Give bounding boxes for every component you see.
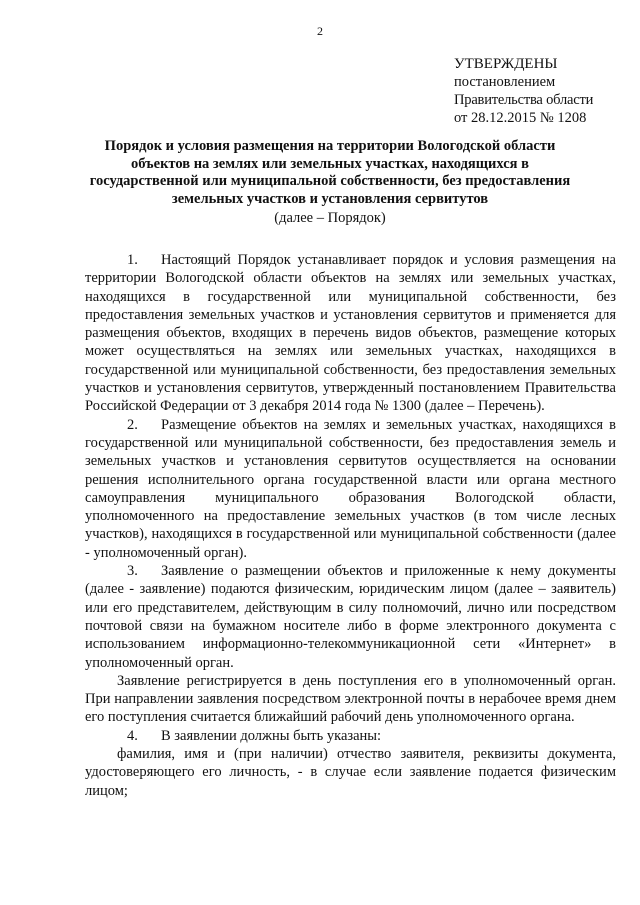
approval-line: Правительства области xyxy=(454,92,594,108)
paragraph-number: 2. xyxy=(127,416,138,433)
paragraph-text: Размещение объектов на землях и земельных участках, находящихся в государственной или муниципальной собственности, без предоставления земель и земельных участков и установления сервитутов осуществляется на основании решения исполнительного органа государственной власти или органа местного самоуправления муниципального образования Вологодской области, уполномоченного на предоставление земельных участков (в том числе лесных участков), находящихся в государственной или муниципальной собственности (далее - уполномоченный орган). xyxy=(85,416,616,561)
approval-date-number: от 28.12.2015 № 1208 xyxy=(454,110,587,126)
paragraph-2 xyxy=(85,416,616,562)
paragraph-number: 4. xyxy=(127,727,138,744)
approval-line: постановлением xyxy=(454,74,556,90)
page-number: 2 xyxy=(317,24,323,38)
paragraph-3 xyxy=(85,562,616,672)
paragraph-1 xyxy=(85,251,616,416)
paragraph-4 xyxy=(85,727,616,745)
paragraph-number: 1. xyxy=(127,252,138,268)
paragraph-text: В заявлении должны быть указаны: xyxy=(161,727,382,744)
paragraph-number: 3. xyxy=(127,563,138,580)
approval-block xyxy=(454,55,634,127)
approval-heading: УТВЕРЖДЕНЫ xyxy=(454,56,558,72)
document-title: Порядок и условия размещения на территории Вологодской области объектов на землях или земельных участках, находящихся в государственной или муниципальной собственности, без предоставления земельных участков и установления сервитутов xyxy=(89,138,571,207)
paragraph-3-continued: Заявление регистрируется в день поступления его в уполномоченный орган. При направлении заявления посредством электронной почты в нерабочее время днем его поступления считается ближайший рабочий день уполномоченного органа. xyxy=(85,672,616,726)
document-body xyxy=(85,251,616,800)
paragraph-text: Настоящий Порядок устанавливает порядок и условия размещения на территории Вологодской области объектов на землях или земельных участках, находящихся в государственной или муниципальной собственности, без предоставления земельных участков и установления сервитутов и применяется для размещения объектов, входящих в перечень видов объектов, размещение которых может осуществляться на землях или земельных участках, находящихся в государственной или муниципальной собственности, без предоставления земельных участков и установления сервитутов, утвержденный постановлением Правительства Российской Федерации от 3 декабря 2014 года № 1300 (далее – Перечень). xyxy=(85,252,616,415)
paragraph-4-item: фамилия, имя и (при наличии) отчество заявителя, реквизиты документа, удостоверяющего его личность, - в случае если заявление подается физическим лицом; xyxy=(85,746,616,799)
document-subtitle: (далее – Порядок) xyxy=(274,210,386,226)
paragraph-text: Заявление о размещении объектов и приложенные к нему документы (далее - заявление) подаются физическим, юридическим лицом (далее – заявитель) или его представителем, действующим в силу полномочий, лично или посредством почтовой связи на бумажном носителе либо в форме электронного документа с использованием информационно-телекоммуникационной сети «Интернет» в уполномоченный орган. xyxy=(85,563,616,671)
